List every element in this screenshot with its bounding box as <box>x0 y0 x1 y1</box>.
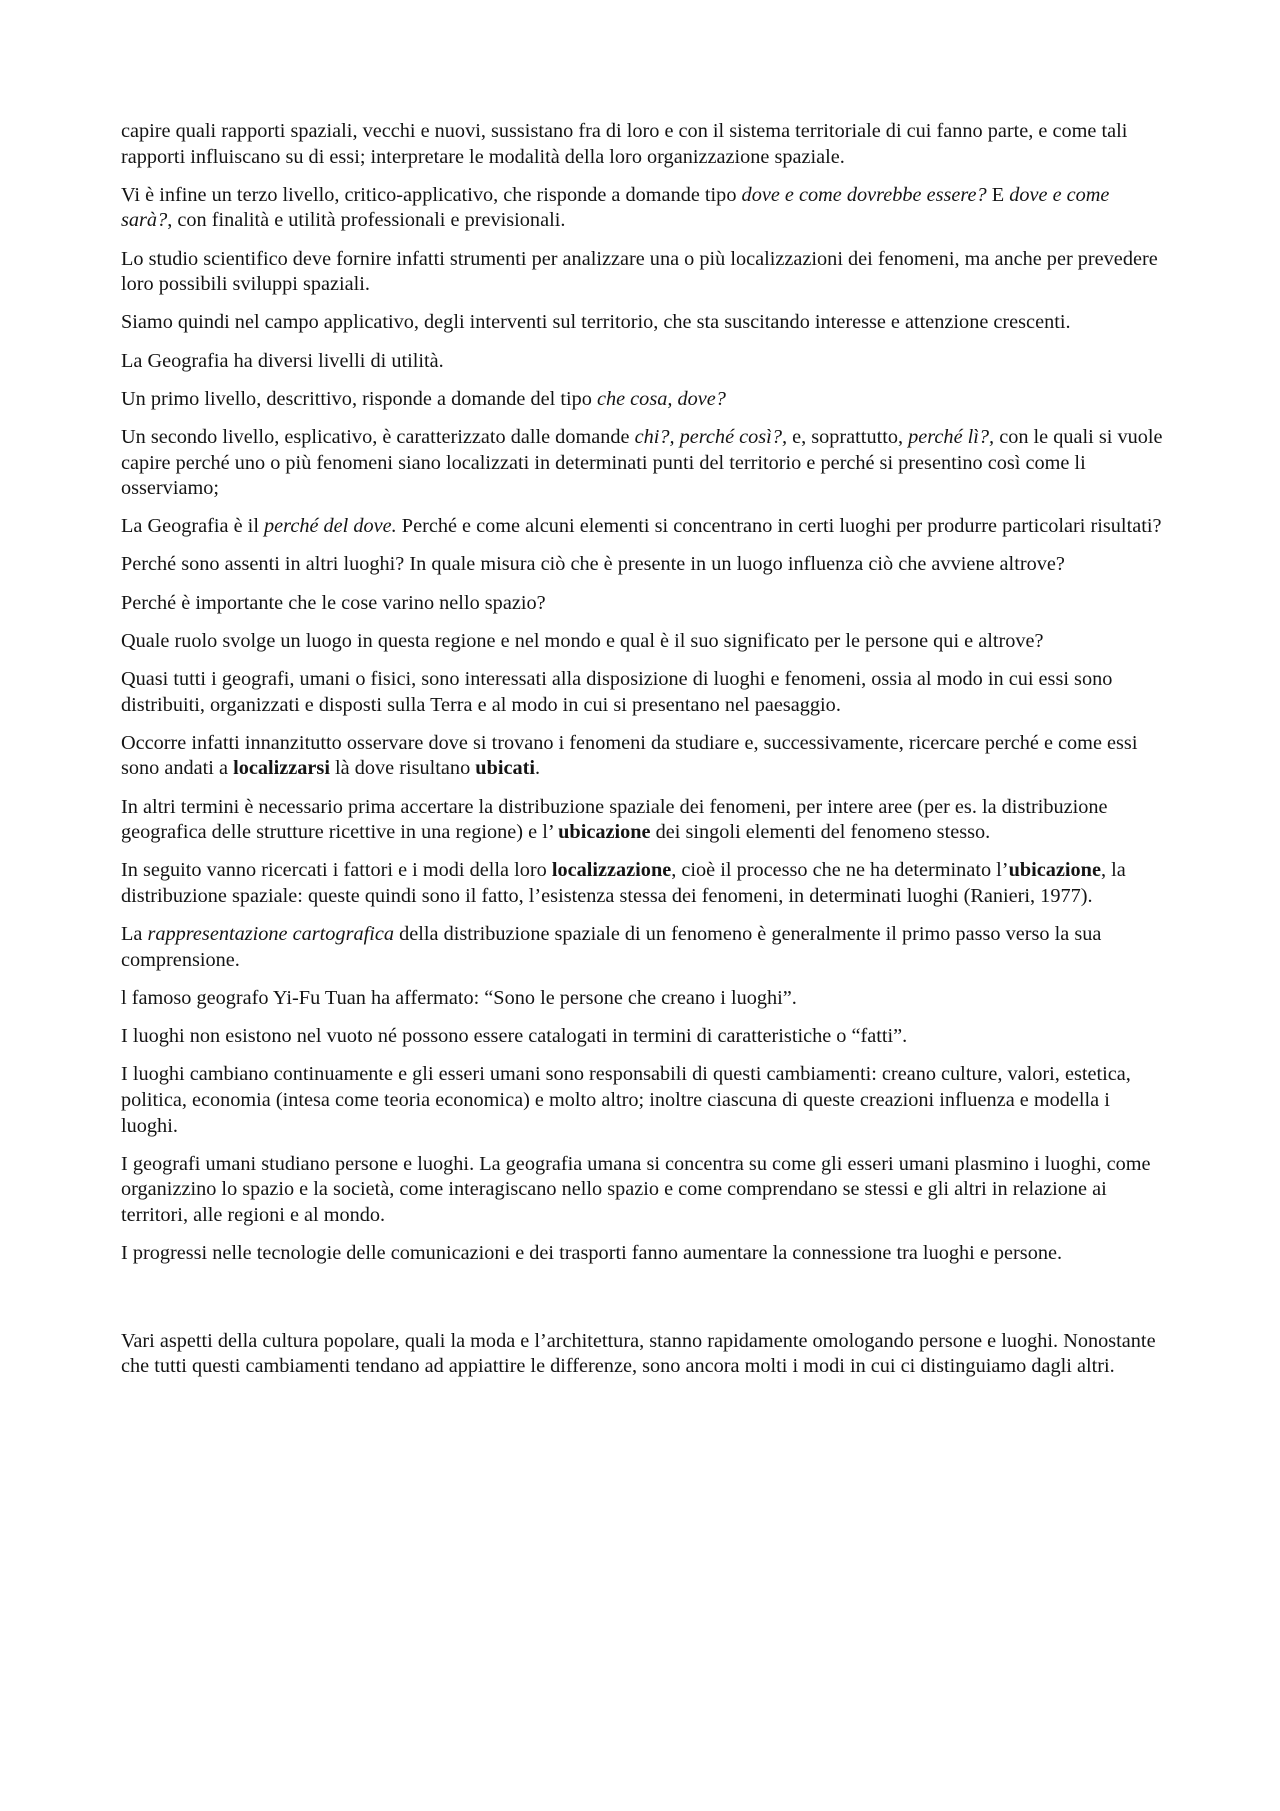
italic-text: perché del dove. <box>264 515 397 538</box>
italic-text: dove e come sarà? <box>121 183 1110 232</box>
bold-text: ubicazione <box>1008 859 1101 882</box>
text-run: In seguito vanno ricercati i fattori e i modi della loro <box>121 859 552 882</box>
text-run: Un secondo livello, esplicativo, è caratterizzato dalle domande <box>121 425 635 448</box>
bold-text: ubicati <box>475 757 536 780</box>
text-run: Perché e come alcuni elementi si concentrano in certi luoghi per produrre particolari risultati? <box>396 515 1162 538</box>
text-run: , cioè il processo che ne ha determinato l’ <box>671 859 1009 882</box>
text-run: e, soprattutto, <box>787 425 909 448</box>
text-run: con le quali si vuole capire perché uno o più fenomeni siano localizzati in determinati punti del territorio e perché si presentino così come li osserviamo; <box>121 425 1163 500</box>
text-run: Quasi tutti i geografi, umani o fisici, sono interessati alla disposizione di luoghi e fenomeni, ossia al modo in cui essi sono distribuiti, organizzati e disposti sulla Terra e al modo in cui si presentano nel paesaggio. <box>121 668 1113 716</box>
text-run: dei singoli elementi del fenomeno stesso. <box>650 821 991 844</box>
text-run: Siamo quindi nel campo applicativo, degli interventi sul territorio, che sta suscitando interesse e attenzione crescenti. <box>121 311 1071 334</box>
text-run: là dove risultano <box>329 757 476 780</box>
paragraph <box>121 1024 1163 1050</box>
text-run: Occorre infatti innanzitutto osservare dove si trovano i fenomeni da studiare e, successivamente, ricercare perché e come essi sono andati a <box>121 731 1138 780</box>
text-run: I geografi umani studiano persone e luoghi. La geografia umana si concentra su come gli esseri umani plasmino i luoghi, come organizzino lo spazio e la società, come interagiscano nello spazio e come comprendano se stessi e gli altri in relazione ai territori, alle regioni e al mondo. <box>121 1152 1151 1226</box>
text-run: l famoso geografo Yi-Fu Tuan ha affermato: “Sono le persone che creano i luoghi”. <box>121 986 797 1009</box>
paragraph <box>121 922 1163 973</box>
paragraph <box>121 986 1163 1012</box>
bold-text: localizzazione <box>551 859 672 882</box>
paragraph <box>121 183 1163 234</box>
paragraph <box>121 514 1163 540</box>
text-run: Vari aspetti della cultura popolare, quali la moda e l’architettura, stanno rapidamente omologando persone e luoghi. Nonostante che tutti questi cambiamenti tendano ad appiattire le differenze, sono ancora molti i modi in cui ci distinguiamo dagli altri. <box>121 1329 1156 1378</box>
text-run: , con finalità e utilità professionali e previsionali. <box>167 209 566 232</box>
paragraph <box>121 349 1163 375</box>
italic-text: dove e come dovrebbe essere? <box>741 183 987 206</box>
italic-text: che cosa, dove? <box>596 387 726 410</box>
paragraph <box>121 310 1163 336</box>
paragraph <box>121 591 1163 617</box>
text-run: La <box>121 923 148 946</box>
italic-text: rappresentazione cartografica <box>147 923 395 946</box>
paragraph <box>121 119 1163 170</box>
text-run: . <box>535 757 541 780</box>
text-run: della distribuzione spaziale di un fenomeno è generalmente il primo passo verso la sua comprensione. <box>121 923 1102 971</box>
paragraph <box>121 731 1163 782</box>
paragraph <box>121 1329 1163 1380</box>
bold-text: ubicazione <box>558 821 651 844</box>
text-run: Vi è infine un terzo livello, critico-applicativo, che risponde a domande tipo <box>121 183 742 206</box>
text-run: E <box>986 183 1010 206</box>
text-run: I progressi nelle tecnologie delle comunicazioni e dei trasporti fanno aumentare la connessione tra luoghi e persone. <box>121 1242 1063 1265</box>
text-run: La Geografia è il <box>121 515 265 538</box>
paragraph <box>121 247 1163 298</box>
text-run: In altri termini è necessario prima accertare la distribuzione spaziale dei fenomeni, per intere aree (per es. la distribuzione geografica delle strutture ricettive in una regione) e l’ <box>121 795 1108 844</box>
text-run: Un primo livello, descrittivo, risponde a domande del tipo <box>121 387 597 410</box>
paragraph <box>121 629 1163 655</box>
document-body <box>121 119 1163 1392</box>
text-run: Perché è importante che le cose varino nello spazio? <box>121 591 546 614</box>
text-run: Quale ruolo svolge un luogo in questa regione e nel mondo e qual è il suo significato per le persone qui e altrove? <box>121 629 1044 652</box>
paragraph <box>121 795 1163 846</box>
paragraph <box>121 552 1163 578</box>
text-run: , la distribuzione spaziale: queste quindi sono il fatto, l’esistenza stessa dei fenomeni, in determinati luoghi (Ranieri, 1977). <box>121 859 1126 907</box>
paragraph <box>121 858 1163 909</box>
text-run: I luoghi cambiano continuamente e gli esseri umani sono responsabili di questi cambiamenti: creano culture, valori, estetica, politica, economia (intesa come teoria economica) e molto altro; inoltre ciascuna di queste creazioni influenza e modella i luoghi. <box>121 1063 1131 1137</box>
paragraph <box>121 1241 1163 1267</box>
paragraph <box>121 667 1163 718</box>
text-run: I luoghi non esistono nel vuoto né possono essere catalogati in termini di caratteristiche o “fatti”. <box>121 1025 908 1048</box>
text-run: Lo studio scientifico deve fornire infatti strumenti per analizzare una o più localizzazioni dei fenomeni, ma anche per prevedere loro possibili sviluppi spaziali. <box>121 247 1158 296</box>
paragraph <box>121 425 1163 502</box>
paragraph <box>121 1062 1163 1139</box>
text-run: La Geografia ha diversi livelli di utilità. <box>121 349 444 372</box>
bold-text: localizzarsi <box>233 757 330 780</box>
paragraph <box>121 387 1163 413</box>
paragraph <box>121 1152 1163 1229</box>
text-run: capire quali rapporti spaziali, vecchi e nuovi, sussistano fra di loro e con il sistema territoriale di cui fanno parte, e come tali rapporti influiscano su di essi; interpretare le modalità della loro organizzazione spaziale. <box>121 120 1128 168</box>
text-run: Perché sono assenti in altri luoghi? In quale misura ciò che è presente in un luogo influenza ciò che avviene altrove? <box>121 553 1065 576</box>
italic-text: chi?, perché così?, <box>634 425 788 448</box>
italic-text: perché lì?, <box>908 425 995 448</box>
